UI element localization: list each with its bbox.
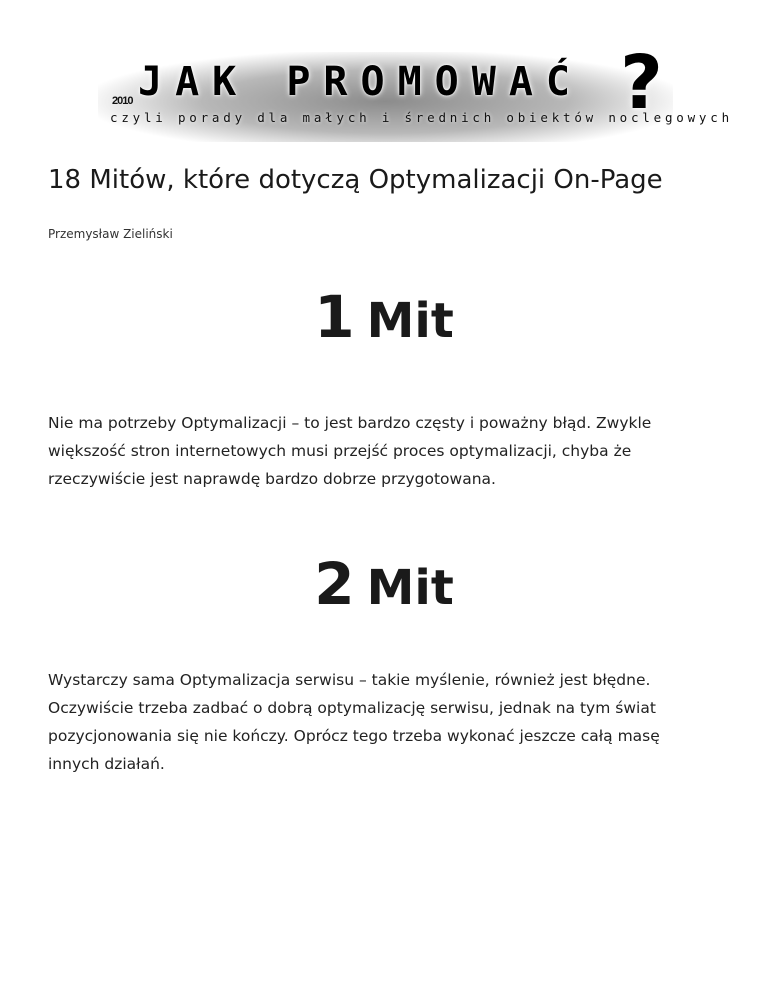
site-logo[interactable] [98,40,733,142]
myth-word: Mit [366,560,454,616]
author-name: Przemysław Zieliński [48,227,173,241]
myth-heading [0,550,768,618]
logo-title: JAK PROMOWAĆ [138,59,583,105]
article-title: 18 Mitów, które dotyczą Optymalizacji On-Page [48,165,663,195]
myth-paragraph: Wystarczy sama Optymalizacja serwisu – takie myślenie, również jest błędne. Oczywiście trzeba zadbać o dobrą optymalizację serwisu, jednak na tym świat pozycjonowania się nie kończy. Oprócz tego trzeba wykonać jeszcze całą masę innych działań. [48,671,660,773]
logo-subtitle: czyli porady dla małych i średnich obiektów noclegowych [110,110,733,125]
myth-number: 2 [314,550,355,618]
myth-number: 1 [314,283,355,351]
myth-paragraph: Nie ma potrzeby Optymalizacji – to jest bardzo częsty i poważny błąd. Zwykle większość stron internetowych musi przejść proces optymalizacji, chyba że rzeczywiście jest naprawdę bardzo dobrze przygotowana. [48,414,652,488]
myth-heading [0,283,768,351]
logo-year: 2010 [112,95,133,107]
myth-word: Mit [366,293,454,349]
logo-question-mark: ? [620,40,663,126]
